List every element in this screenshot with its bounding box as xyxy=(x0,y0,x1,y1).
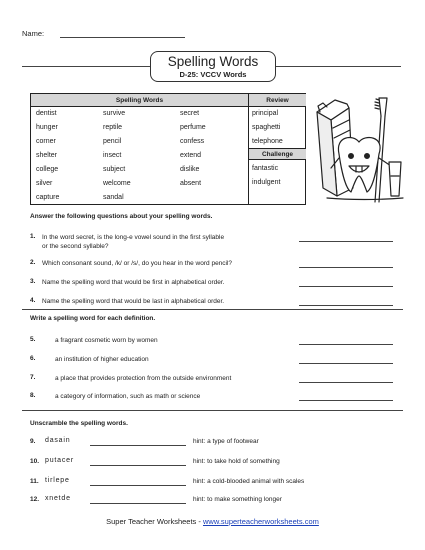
question-text-continued: or the second syllable? xyxy=(42,243,109,250)
scrambled-word: dasain xyxy=(45,437,71,444)
word-cell: sandal xyxy=(103,194,124,201)
answer-line[interactable] xyxy=(299,382,393,383)
definition-text: an institution of higher education xyxy=(55,356,149,363)
word-cell: silver xyxy=(36,180,53,187)
word-cell: survive xyxy=(103,110,126,117)
question-number: 7. xyxy=(30,374,36,381)
word-cell: absent xyxy=(180,180,202,187)
answer-line[interactable] xyxy=(299,241,393,242)
word-cell: secret xyxy=(180,110,200,117)
challenge-word-cell: indulgent xyxy=(252,179,281,186)
review-word-cell: principal xyxy=(252,110,279,117)
answer-line[interactable] xyxy=(299,267,393,268)
word-cell: welcome xyxy=(103,180,131,187)
question-number: 5. xyxy=(30,336,36,343)
section-divider xyxy=(22,309,403,310)
word-cell: insect xyxy=(103,152,122,159)
answer-line[interactable] xyxy=(299,363,393,364)
answer-line[interactable] xyxy=(90,485,186,486)
review-header: Review xyxy=(249,94,306,107)
hint-text: hint: to make something longer xyxy=(193,496,282,503)
name-answer-line[interactable] xyxy=(60,37,185,38)
spelling-word-table xyxy=(30,93,306,205)
spelling-words-header: Spelling Words xyxy=(31,94,248,107)
review-word-cell: spaghetti xyxy=(252,124,281,131)
question-number: 11. xyxy=(30,478,39,485)
word-cell: confess xyxy=(180,138,205,145)
question-number: 10. xyxy=(30,458,40,465)
word-cell: hunger xyxy=(36,124,58,131)
answer-line[interactable] xyxy=(299,400,393,401)
question-text: In the word secret, is the long-e vowel sound in the first syllable xyxy=(42,234,225,241)
question-number: 8. xyxy=(30,392,36,399)
question-text: Which consonant sound, /k/ or /s/, do you hear in the word pencil? xyxy=(42,260,233,267)
answer-line[interactable] xyxy=(299,305,393,306)
word-cell: college xyxy=(36,166,59,173)
question-number: 12. xyxy=(30,496,40,503)
page-title: Spelling Words xyxy=(167,54,259,69)
footer-text: Super Teacher Worksheets - xyxy=(106,517,203,526)
scrambled-word: xnetde xyxy=(45,495,71,502)
definition-text: a place that provides protection from the outside environment xyxy=(55,375,232,382)
title-box xyxy=(150,51,276,82)
hint-text: hint: a cold-blooded animal with scales xyxy=(193,478,305,485)
word-cell: extend xyxy=(180,152,202,159)
section-heading-unscramble: Unscramble the spelling words. xyxy=(30,420,128,427)
title-rule-left xyxy=(22,66,150,67)
word-cell: capture xyxy=(36,194,60,201)
word-cell: dislike xyxy=(180,166,200,173)
answer-line[interactable] xyxy=(90,445,186,446)
challenge-header: Challenge xyxy=(249,148,306,160)
question-text: Name the spelling word that would be last in alphabetical order. xyxy=(42,298,225,305)
scrambled-word: tirlepe xyxy=(45,477,70,484)
question-number: 9. xyxy=(30,438,36,445)
section-heading-questions: Answer the following questions about your spelling words. xyxy=(30,213,213,220)
word-cell: dentist xyxy=(36,110,57,117)
scrambled-word: putacer xyxy=(45,457,74,464)
question-text: Name the spelling word that would be first in alphabetical order. xyxy=(42,279,225,286)
definition-text: a category of information, such as math or science xyxy=(55,393,201,400)
answer-line[interactable] xyxy=(90,503,186,504)
word-cell: corner xyxy=(36,138,56,145)
challenge-word-cell: fantastic xyxy=(252,165,279,172)
question-number: 6. xyxy=(30,355,36,362)
section-divider xyxy=(22,410,403,411)
hint-text: hint: a type of footwear xyxy=(193,438,259,445)
review-word-cell: telephone xyxy=(252,138,283,145)
tooth-toothpaste-icon xyxy=(309,92,405,204)
word-cell: pencil xyxy=(103,138,122,145)
word-cell: reptile xyxy=(103,124,123,131)
title-rule-right xyxy=(276,66,401,67)
page-subtitle: D-25: VCCV Words xyxy=(179,70,247,79)
answer-line[interactable] xyxy=(299,344,393,345)
footer xyxy=(0,517,425,526)
definition-text: a fragrant cosmetic worn by women xyxy=(55,337,158,344)
name-label: Name: xyxy=(22,29,45,38)
section-heading-definitions: Write a spelling word for each definition. xyxy=(30,315,156,322)
hint-text: hint: to take hold of something xyxy=(193,458,280,465)
answer-line[interactable] xyxy=(90,465,186,466)
word-cell: perfume xyxy=(180,124,206,131)
footer-link[interactable]: www.superteacherworksheets.com xyxy=(202,517,319,526)
word-cell: shelter xyxy=(36,152,58,159)
question-number: 2. xyxy=(30,259,36,266)
answer-line[interactable] xyxy=(299,286,393,287)
question-number: 3. xyxy=(30,278,36,285)
question-number: 4. xyxy=(30,297,36,304)
question-number: 1. xyxy=(30,233,36,240)
word-cell: subject xyxy=(103,166,126,173)
